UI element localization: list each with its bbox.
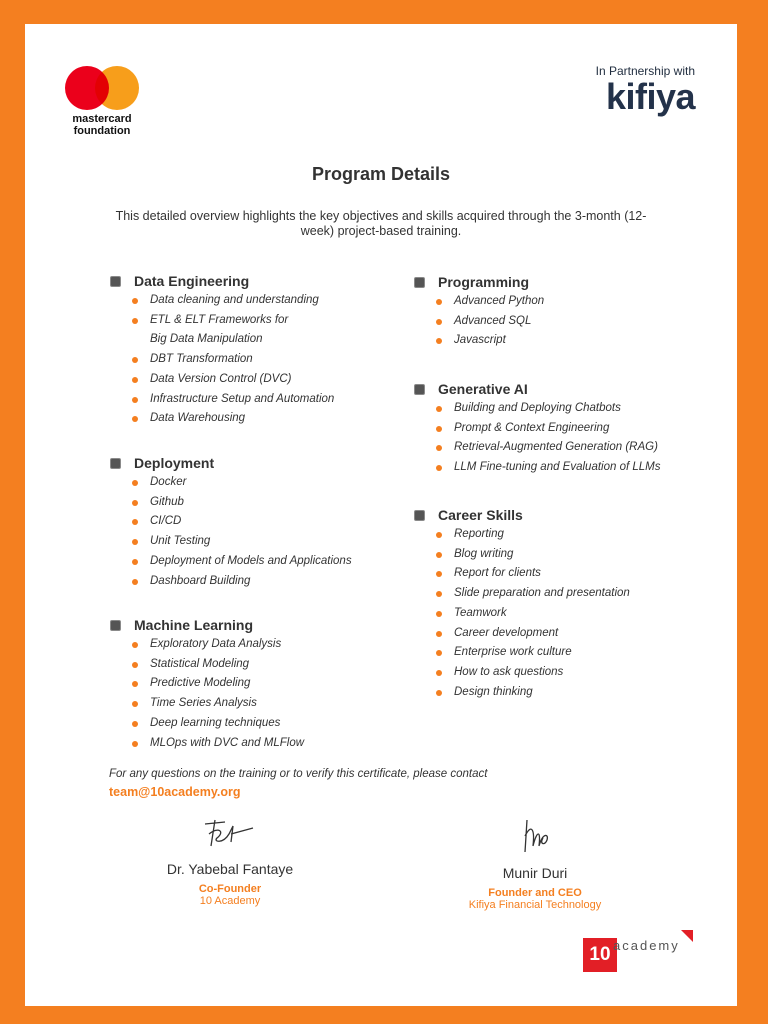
bullet-dot-icon [436,532,442,538]
list-item: DBT Transformation [110,350,334,370]
bullet-dot-icon [132,642,138,648]
list-item: Exploratory Data Analysis [110,635,304,655]
intro-text: This detailed overview highlights the key objectives and skills acquired through the 3-month (12-week) project-based training. [115,209,647,238]
bullet-dot-icon [132,681,138,687]
kifiya-logo: kifiya [605,76,695,117]
item-list [110,473,352,591]
mastercard-foundation-logo [65,66,145,137]
list-item: CI/CD [110,512,352,532]
bullet-dot-icon [132,721,138,727]
bullet-dot-icon [436,571,442,577]
list-item: Data cleaning and understanding [110,291,334,311]
bullet-dot-icon [132,416,138,422]
section-machine-learning [110,615,304,753]
list-item: Predictive Modeling [110,674,304,694]
bullet-square-icon [414,510,425,521]
list-item: Data Version Control (DVC) [110,370,334,390]
contact-email-link[interactable]: team@10academy.org [109,785,241,799]
list-item: Dashboard Building [110,572,352,592]
signer-role: Founder and CEO [488,887,582,899]
bullet-dot-icon [132,559,138,565]
bullet-dot-icon [132,701,138,707]
bullet-dot-icon [436,670,442,676]
signer-org: Kifiya Financial Technology [468,899,602,911]
bullet-dot-icon [436,406,442,412]
list-item: Github [110,493,352,513]
mastercard-circles-icon [65,66,139,110]
list-item: LLM Fine-tuning and Evaluation of LLMs [414,458,660,478]
bullet-square-icon [110,276,121,287]
bullet-dot-icon [132,377,138,383]
list-item: Advanced SQL [414,312,544,332]
section-title: Deployment [134,455,215,471]
list-item: ETL & ELT Frameworks for Big Data Manipulation [110,311,334,350]
bullet-dot-icon [132,318,138,324]
list-item: Infrastructure Setup and Automation [110,390,334,410]
list-item: Blog writing [414,545,630,565]
list-item: Report for clients [414,564,630,584]
corner-triangle-icon [681,930,693,942]
list-item: Career development [414,624,630,644]
partner-label: In Partnership with [595,64,695,78]
list-item: Retrieval-Augmented Generation (RAG) [414,438,660,458]
item-list [414,292,544,351]
bullet-square-icon [414,384,425,395]
section-title: Generative AI [438,381,528,397]
bullet-dot-icon [132,579,138,585]
bullet-dot-icon [132,662,138,668]
bullet-dot-icon [436,591,442,597]
signature-block-left [145,816,315,907]
list-item: Docker [110,473,352,493]
section-generative-ai [414,379,660,478]
section-career-skills [414,505,630,702]
bullet-dot-icon [132,480,138,486]
section-deployment [110,453,352,591]
list-item: Prompt & Context Engineering [414,419,660,439]
list-item: Unit Testing [110,532,352,552]
bullet-square-icon [414,277,425,288]
section-programming [414,272,544,351]
academy-word: academy [613,938,680,953]
section-title: Data Engineering [134,273,250,289]
list-item: Slide preparation and presentation [414,584,630,604]
list-item: MLOps with DVC and MLFlow [110,734,304,754]
item-list [414,525,630,702]
list-item: Reporting [414,525,630,545]
bullet-dot-icon [132,298,138,304]
signer-role: Co-Founder [198,883,262,895]
page-title: Program Details [311,164,451,184]
section-title: Career Skills [438,507,523,523]
mc-logo-line2: foundation [73,125,131,137]
bullet-dot-icon [132,500,138,506]
bullet-dot-icon [132,741,138,747]
list-item: Javascript [414,331,544,351]
bullet-dot-icon [436,690,442,696]
contact-text: For any questions on the training or to verify this certificate, please contact [109,768,488,780]
bullet-square-icon [110,620,121,631]
list-item: Advanced Python [414,292,544,312]
mc-logo-line1: mastercard [72,113,132,125]
bullet-dot-icon [436,631,442,637]
bullet-dot-icon [132,357,138,363]
list-item: How to ask questions [414,663,630,683]
list-item: Time Series Analysis [110,694,304,714]
bullet-dot-icon [132,519,138,525]
list-item: Statistical Modeling [110,655,304,675]
list-item: Deployment of Models and Applications [110,552,352,572]
section-title: Programming [438,274,530,290]
signer-org: 10 Academy [199,895,261,907]
bullet-dot-icon [436,445,442,451]
list-item: Building and Deploying Chatbots [414,399,660,419]
list-item: Data Warehousing [110,409,334,429]
bullet-dot-icon [436,426,442,432]
list-item: Design thinking [414,683,630,703]
signer-name: Munir Duri [502,865,568,881]
certificate-page [25,24,737,1006]
academy-number: 10 [583,938,617,972]
bullet-dot-icon [436,338,442,344]
bullet-dot-icon [132,397,138,403]
partner-block [596,64,695,116]
bullet-dot-icon [436,299,442,305]
bullet-dot-icon [436,650,442,656]
bullet-dot-icon [132,539,138,545]
list-item: Deep learning techniques [110,714,304,734]
item-list [110,635,304,753]
bullet-dot-icon [436,319,442,325]
item-list [110,291,334,429]
bullet-dot-icon [436,611,442,617]
bullet-dot-icon [436,465,442,471]
bullet-square-icon [110,458,121,469]
bullet-dot-icon [436,552,442,558]
section-data-engineering [110,271,334,429]
signer-name: Dr. Yabebal Fantaye [166,861,294,877]
list-item: Enterprise work culture [414,643,630,663]
signature-icon [195,816,265,852]
section-title: Machine Learning [134,617,254,633]
list-item: Teamwork [414,604,630,624]
signature-block-right [435,816,635,911]
signature-icon [505,816,565,856]
item-list [414,399,660,478]
